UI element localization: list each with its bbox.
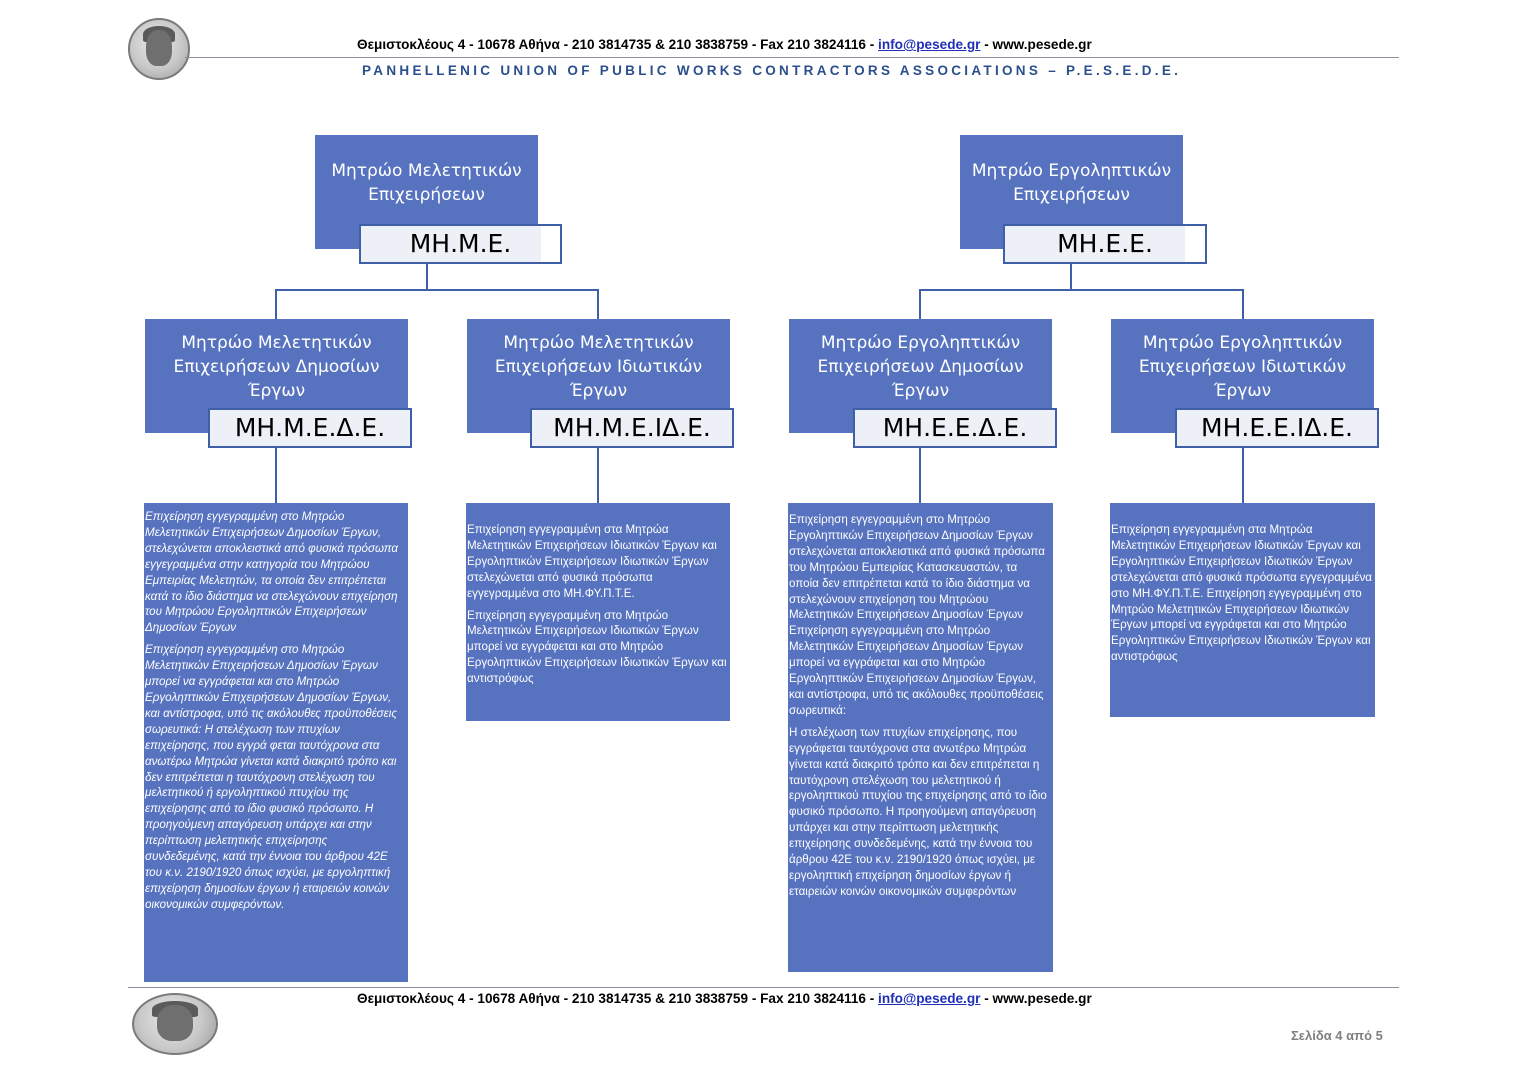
footer-rule [128,987,1399,988]
abbr-text: ΜΗ.Ε.Ε. [1057,229,1153,258]
connector-line [426,263,428,290]
connector-line [919,289,1244,291]
node-label: Επιχειρήσεων Δημοσίων [173,357,380,377]
connector-line [597,447,599,503]
description-mhmeide [466,503,730,721]
connector-line [1070,263,1072,290]
footer-email-link[interactable]: info@pesede.gr [878,991,981,1006]
pesede-logo-footer [132,993,218,1055]
node-label: Επιχειρήσεων [1013,185,1130,205]
node-label: Μητρώο Εργοληπτικών [971,161,1172,181]
abbr-text: ΜΗ.Ε.Ε.Δ.Ε. [882,413,1028,442]
node-label: Επιχειρήσεων Δημοσίων [817,357,1024,377]
node-label: Μητρώο Μελετητικών [181,333,372,353]
node-label: Έργων [569,381,628,401]
footer-contact [357,991,1092,1006]
connector-line [1242,289,1244,319]
node-label: Επιχειρήσεων Ιδιωτικών [1138,357,1347,377]
abbr-mheede [853,408,1057,448]
node-label: Έργων [247,381,306,401]
abbr-mheeide [1175,408,1379,448]
bust-icon [146,30,172,66]
connector-line [1242,447,1244,503]
connector-line [597,289,599,319]
node-label: Μητρώο Εργοληπτικών [820,333,1021,353]
node-label: Έργων [891,381,950,401]
header-contact-text: Θεμιστοκλέους 4 - 10678 Αθήνα - 210 3814735 & 210 3838759 - Fax 210 3824116 - [357,37,879,52]
description-paragraph: Επιχείρηση εγγεγραμμένη στο Μητρώο Εργοληπτικών Επιχειρήσεων Δημοσίων Έργων στελεχώνεται αποκλειστικά από φυσικά πρόσωπα του Μητρώου Εμπειρίας Κατασκευαστών, τα οποία δεν επιτρέπεται κατά το ίδιο διάστημα να στελεχώνουν επιχείρηση του Μητρώου Μελετητικών Επιχειρήσεων Δημοσίων Έργων Επιχείρηση εγγεγραμμένη στο Μητρώο Μελετητικών Επιχειρήσεων Δημοσίων Έργων μπορεί να εγγράφεται και στο Μητρώο Εργοληπτικών Επιχειρήσεων Δημοσίων Έργων, και αντίστροφα, υπό τις ακόλουθες προϋποθέσεις σωρευτικά: [789,513,1045,717]
connector-line [275,289,277,319]
node-label: Μητρώο Εργοληπτικών [1142,333,1343,353]
abbr-text: ΜΗ.Μ.Ε.ΙΔ.Ε. [553,413,711,442]
pesede-logo [128,18,190,80]
connector-line [919,447,921,503]
node-label: Έργων [1213,381,1272,401]
header-rule [185,57,1399,58]
abbr-mhee [1003,224,1207,264]
page-number: Σελίδα 4 από 5 [1291,1028,1383,1043]
header-contact [357,37,1092,52]
abbr-text: ΜΗ.Ε.Ε.ΙΔ.Ε. [1201,413,1353,442]
abbr-mhmeide [530,408,734,448]
abbr-mhme [359,224,562,264]
connector-line [275,289,599,291]
connector-line [919,289,921,319]
abbr-text: ΜΗ.Μ.Ε. [409,229,512,258]
description-mhmede [144,503,408,982]
footer-contact-text: Θεμιστοκλέους 4 - 10678 Αθήνα - 210 3814735 & 210 3838759 - Fax 210 3824116 - [357,991,879,1006]
description-paragraph: Επιχείρηση εγγεγραμμένη στο Μητρώο Μελετητικών Επιχειρήσεων Δημοσίων Έργων, στελεχώνεται αποκλειστικά από φυσικά πρόσωπα εγγεγραμμένα στην κατηγορία του Μητρώου Εμπειρίας Μελετητών, τα οποία δεν επιτρέπεται κατά το ίδιο διάστημα να στελεχώνουν επιχείρηση του Μητρώου Εργοληπτικών Επιχειρήσεων Δημοσίων Έργων [145,510,398,635]
bust-icon [157,1005,193,1041]
header-email-link[interactable]: info@pesede.gr [878,37,981,52]
node-label: Μητρώο Μελετητικών [331,161,522,181]
node-label: Επιχειρήσεων Ιδιωτικών [494,357,703,377]
description-paragraph: Επιχείρηση εγγεγραμμένη στο Μητρώο Μελετητικών Επιχειρήσεων Ιδιωτικών Έργων μπορεί να εγγράφεται και στο Μητρώο Εργοληπτικών Επιχειρήσεων Ιδιωτικών Έργων και αντιστρόφως [467,608,727,686]
connector-line [275,447,277,503]
union-name: PANHELLENIC UNION OF PUBLIC WORKS CONTRACTORS ASSOCIATIONS – P.E.S.E.D.E. [362,63,1182,78]
abbr-mhmede [208,408,412,448]
header-website: - www.pesede.gr [980,37,1092,52]
description-paragraph: Η στελέχωση των πτυχίων επιχείρησης, που εγγράφεται ταυτόχρονα στα ανωτέρω Μητρώα γίνεται κατά διακριτό τρόπο και δεν επιτρέπεται η ταυτόχρονη στελέχωση του μελετητικού ή εργοληπτικού πτυχίου της επιχείρησης από το ίδιο φυσικό πρόσωπο. Η προηγούμενη απαγόρευση υπάρχει και στην περίπτωση μελετητικής επιχείρησης συνδεδεμένης, κατά την έννοια του άρθρου 42Ε του κ.ν. 2190/1920 όπως ισχύει, με εργοληπτική επιχείρηση δημοσίων έργων ή εταιρειών κοινών οικονομικών συμφερόντων [789,725,1047,898]
description-mheede [788,503,1053,972]
node-label: Μητρώο Μελετητικών [503,333,694,353]
description-paragraph: Επιχείρηση εγγεγραμμένη στα Μητρώα Μελετητικών Επιχειρήσεων Ιδιωτικών Έργων και Εργοληπτικών Επιχειρήσεων Ιδιωτικών Έργων στελεχώνεται από φυσικά πρόσωπα εγγεγραμμένα στο ΜΗ.ΦΥ.Π.Τ.Ε. [467,523,717,600]
description-paragraph: Επιχείρηση εγγεγραμμένη στο Μητρώο Μελετητικών Επιχειρήσεων Δημοσίων Έργων μπορεί να εγγράφεται και στο Μητρώο Εργοληπτικών Επιχειρήσεων Δημοσίων Έργων, και αντίστροφα, υπό τις ακόλουθες προϋποθέσεις σωρευτικά: Η στελέχωση των πτυχίων επιχείρησης, που εγγρά φεται ταυτόχρονα στα ανωτέρω Μητρώα γίνεται κατά διακριτό τρόπο και δεν επιτρέπεται η ταυτόχρονη στελέχωση του μελετητικού ή εργοληπτικού πτυχίου της επιχείρησης από το ίδιο φυσικό πρόσωπο. Η προηγούμενη απαγόρευση υπάρχει και στην περίπτωση μελετητικής επιχείρησης συνδεδεμένης, κατά την έννοια του άρθρου 42Ε του κ.ν. 2190/1920 όπως ισχύει, με εργοληπτική επιχείρηση δημοσίων έργων ή εταιρειών κοινών οικονομικών συμφερόντων. [145,643,397,911]
description-mheeide [1110,503,1375,717]
footer-website: - www.pesede.gr [980,991,1092,1006]
description-paragraph: Επιχείρηση εγγεγραμμένη στα Μητρώα Μελετητικών Επιχειρήσεων Ιδιωτικών Έργων και Εργοληπτικών Επιχειρήσεων Ιδιωτικών Έργων στελεχώνεται από φυσικά πρόσωπα εγγεγραμμένα στο ΜΗ.ΦΥ.Π.Τ.Ε. Επιχείρηση εγγεγραμμένη στο Μητρώο Μελετητικών Επιχειρήσεων Ιδιωτικών Έργων μπορεί να εγγράφεται και στο Μητρώο Εργοληπτικών Επιχειρήσεων Ιδιωτικών Έργων και αντιστρόφως [1111,523,1373,664]
abbr-text: ΜΗ.Μ.Ε.Δ.Ε. [234,413,386,442]
node-label: Επιχειρήσεων [368,185,485,205]
